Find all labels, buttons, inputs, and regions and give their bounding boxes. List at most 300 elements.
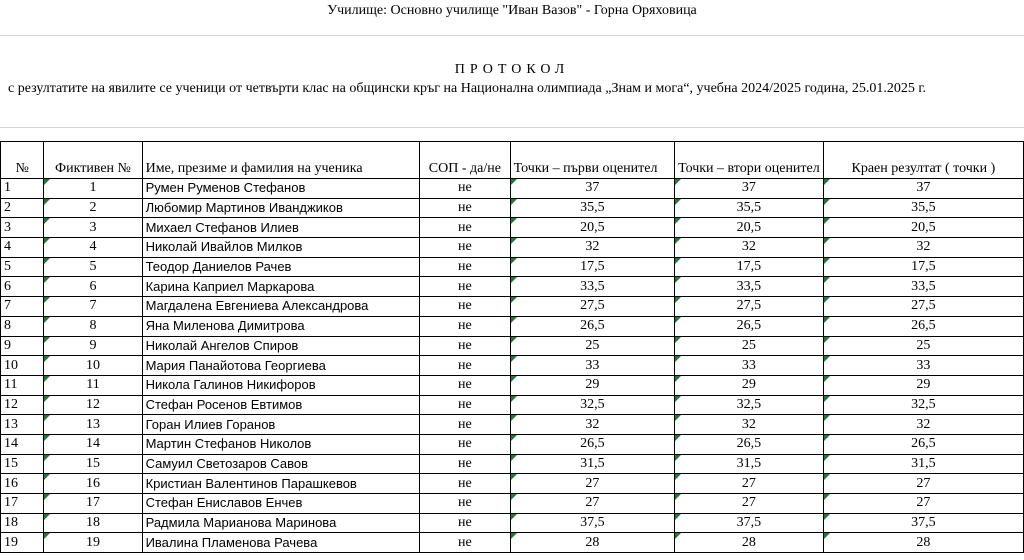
cell-final-result-text: 37,5 <box>911 515 936 531</box>
cell-points-first[interactable] <box>510 198 674 218</box>
cell-fictive-num-text: 12 <box>85 396 100 412</box>
cell-student-name[interactable] <box>142 513 419 533</box>
cell-fictive-num[interactable] <box>44 277 142 297</box>
cell-num[interactable] <box>1 415 44 435</box>
comment-indicator-icon <box>44 494 50 500</box>
cell-final-result[interactable] <box>823 395 1023 415</box>
header-fictive-num[interactable]: Фиктивен № <box>44 142 142 179</box>
cell-fictive-num[interactable] <box>44 533 142 553</box>
cell-final-result-text: 33,5 <box>911 278 936 294</box>
cell-sop-text: не <box>457 534 472 550</box>
cell-sop-text: не <box>457 475 472 491</box>
table-row[interactable] <box>1 474 1024 494</box>
cell-num[interactable] <box>1 198 44 218</box>
cell-final-result-text: 29 <box>916 377 931 393</box>
cell-student-name[interactable] <box>142 474 419 494</box>
cell-points-first[interactable] <box>510 494 674 514</box>
table-row[interactable] <box>1 533 1024 553</box>
cell-points-second[interactable] <box>675 316 824 336</box>
cell-student-name-text: Радмила Марианова Маринова <box>145 515 337 531</box>
cell-fictive-num[interactable] <box>44 415 142 435</box>
cell-points-second[interactable] <box>675 375 824 395</box>
cell-sop-text: не <box>457 180 472 196</box>
cell-sop[interactable] <box>420 297 511 317</box>
cell-points-second[interactable] <box>675 297 824 317</box>
table-row[interactable] <box>1 434 1024 454</box>
cell-student-name-text: Михаел Стефанов Илиев <box>145 219 299 235</box>
cell-final-result[interactable] <box>823 179 1023 199</box>
cell-final-result-text: 26,5 <box>911 436 936 452</box>
cell-student-name[interactable] <box>142 257 419 277</box>
cell-sop-text: не <box>457 259 472 275</box>
cell-num[interactable] <box>1 336 44 356</box>
cell-fictive-num[interactable] <box>44 434 142 454</box>
comment-indicator-icon <box>824 218 830 224</box>
cell-final-result-text: 27,5 <box>911 298 936 314</box>
cell-points-first-text: 35,5 <box>580 200 605 216</box>
cell-points-first[interactable] <box>510 257 674 277</box>
cell-points-first-text: 27 <box>585 475 600 491</box>
cell-points-first[interactable] <box>510 375 674 395</box>
comment-indicator-icon <box>824 533 830 539</box>
cell-points-second[interactable] <box>675 494 824 514</box>
cell-fictive-num[interactable] <box>44 454 142 474</box>
cell-num-text: 14 <box>4 436 18 452</box>
comment-indicator-icon <box>511 179 517 185</box>
cell-final-result[interactable] <box>823 513 1023 533</box>
table-row[interactable] <box>1 238 1024 258</box>
cell-sop[interactable] <box>420 218 511 238</box>
cell-points-second-text: 32,5 <box>736 396 762 412</box>
cell-student-name[interactable] <box>142 218 419 238</box>
cell-student-name[interactable] <box>142 198 419 218</box>
cell-final-result[interactable] <box>823 474 1023 494</box>
cell-fictive-num-text: 5 <box>89 259 97 275</box>
cell-points-first[interactable] <box>510 297 674 317</box>
cell-num[interactable] <box>1 297 44 317</box>
cell-sop-text: не <box>457 396 472 412</box>
cell-points-second[interactable] <box>675 513 824 533</box>
comment-indicator-icon <box>44 297 50 303</box>
cell-fictive-num[interactable] <box>44 474 142 494</box>
table-row[interactable] <box>1 415 1024 435</box>
comment-indicator-icon <box>511 337 517 343</box>
cell-points-first[interactable] <box>510 513 674 533</box>
cell-final-result[interactable] <box>823 198 1023 218</box>
cell-num-text: 6 <box>4 278 11 294</box>
cell-student-name-text: Ивалина Пламенова Рачева <box>145 534 318 550</box>
cell-points-second[interactable] <box>675 434 824 454</box>
cell-points-second[interactable] <box>675 415 824 435</box>
cell-points-second[interactable] <box>675 454 824 474</box>
cell-final-result[interactable] <box>823 238 1023 258</box>
cell-num[interactable] <box>1 356 44 376</box>
cell-fictive-num-text: 17 <box>85 495 100 511</box>
cell-points-first-text: 20,5 <box>580 219 605 235</box>
cell-student-name-text: Румен Руменов Стефанов <box>145 180 306 196</box>
cell-final-result-text: 32 <box>916 416 931 432</box>
cell-points-second[interactable] <box>675 179 824 199</box>
comment-indicator-icon <box>511 376 517 382</box>
comment-indicator-icon <box>511 297 517 303</box>
cell-final-result-text: 20,5 <box>911 219 936 235</box>
cell-points-first-text: 26,5 <box>580 318 605 334</box>
cell-points-first-text: 25 <box>585 337 600 353</box>
cell-num-text: 3 <box>4 219 11 235</box>
cell-final-result-text: 33 <box>916 357 931 373</box>
table-row[interactable] <box>1 356 1024 376</box>
comment-indicator-icon <box>824 277 830 283</box>
comment-indicator-icon <box>511 494 517 500</box>
cell-student-name-text: Карина Каприел Маркарова <box>145 278 315 294</box>
sheet-gridline <box>0 35 1024 36</box>
cell-final-result[interactable] <box>823 336 1023 356</box>
cell-points-second[interactable] <box>675 277 824 297</box>
cell-final-result-text: 27 <box>916 495 931 511</box>
comment-indicator-icon <box>675 199 681 205</box>
cell-student-name[interactable] <box>142 494 419 514</box>
comment-indicator-icon <box>675 514 681 520</box>
cell-sop-text: не <box>457 357 472 373</box>
comment-indicator-icon <box>824 396 830 402</box>
cell-final-result[interactable] <box>823 277 1023 297</box>
cell-fictive-num-text: 6 <box>89 278 97 294</box>
cell-points-first[interactable] <box>510 218 674 238</box>
cell-student-name[interactable] <box>142 179 419 199</box>
cell-fictive-num[interactable] <box>44 198 142 218</box>
cell-points-first-text: 29 <box>585 377 600 393</box>
cell-fictive-num[interactable] <box>44 375 142 395</box>
comment-indicator-icon <box>511 317 517 323</box>
comment-indicator-icon <box>824 356 830 362</box>
header-points-first-evaluator[interactable]: Точки – първи оценител <box>510 142 674 179</box>
comment-indicator-icon <box>675 455 681 461</box>
cell-points-first[interactable] <box>510 454 674 474</box>
cell-points-first[interactable] <box>510 474 674 494</box>
cell-fictive-num[interactable] <box>44 218 142 238</box>
comment-indicator-icon <box>511 396 517 402</box>
cell-student-name[interactable] <box>142 533 419 553</box>
comment-indicator-icon <box>511 238 517 244</box>
cell-sop-text: не <box>457 515 472 531</box>
cell-sop-text: не <box>457 219 472 235</box>
cell-points-first[interactable] <box>510 179 674 199</box>
cell-points-first[interactable] <box>510 356 674 376</box>
cell-points-first-text: 27,5 <box>580 298 605 314</box>
cell-sop-text: не <box>457 318 472 334</box>
cell-num[interactable] <box>1 375 44 395</box>
comment-indicator-icon <box>675 337 681 343</box>
cell-points-second-text: 17,5 <box>736 259 762 275</box>
cell-num-text: 4 <box>4 239 11 255</box>
cell-sop-text: не <box>457 436 472 452</box>
cell-points-second-text: 25 <box>741 337 756 353</box>
table-row[interactable] <box>1 375 1024 395</box>
comment-indicator-icon <box>44 179 50 185</box>
cell-sop[interactable] <box>420 434 511 454</box>
cell-student-name[interactable] <box>142 277 419 297</box>
cell-num[interactable] <box>1 454 44 474</box>
cell-sop[interactable] <box>420 375 511 395</box>
comment-indicator-icon <box>824 455 830 461</box>
comment-indicator-icon <box>44 474 50 480</box>
cell-sop[interactable] <box>420 238 511 258</box>
cell-points-second-text: 20,5 <box>736 219 762 235</box>
cell-num[interactable] <box>1 395 44 415</box>
table-row[interactable] <box>1 336 1024 356</box>
comment-indicator-icon <box>675 356 681 362</box>
cell-sop[interactable] <box>420 257 511 277</box>
cell-sop[interactable] <box>420 474 511 494</box>
table-row[interactable] <box>1 395 1024 415</box>
header-points-second-evaluator[interactable]: Точки – втори оценител <box>675 142 824 179</box>
cell-fictive-num[interactable] <box>44 494 142 514</box>
cell-points-first-text: 32,5 <box>580 396 605 412</box>
comment-indicator-icon <box>675 533 681 539</box>
cell-sop[interactable] <box>420 395 511 415</box>
cell-fictive-num[interactable] <box>44 356 142 376</box>
cell-points-first-text: 32 <box>585 239 600 255</box>
comment-indicator-icon <box>675 317 681 323</box>
cell-sop[interactable] <box>420 336 511 356</box>
cell-fictive-num-text: 9 <box>89 337 97 353</box>
cell-sop[interactable] <box>420 513 511 533</box>
cell-fictive-num-text: 14 <box>85 436 100 452</box>
comment-indicator-icon <box>675 415 681 421</box>
cell-sop[interactable] <box>420 198 511 218</box>
cell-final-result[interactable] <box>823 297 1023 317</box>
cell-points-first[interactable] <box>510 415 674 435</box>
comment-indicator-icon <box>824 494 830 500</box>
cell-sop[interactable] <box>420 356 511 376</box>
cell-num[interactable] <box>1 474 44 494</box>
cell-num[interactable] <box>1 494 44 514</box>
cell-points-first[interactable] <box>510 533 674 553</box>
comment-indicator-icon <box>824 415 830 421</box>
header-sop[interactable]: СОП - да/не <box>420 142 511 179</box>
cell-student-name[interactable] <box>142 454 419 474</box>
cell-points-first[interactable] <box>510 238 674 258</box>
cell-final-result-text: 25 <box>916 337 931 353</box>
comment-indicator-icon <box>824 258 830 264</box>
table-row[interactable] <box>1 179 1024 199</box>
cell-sop[interactable] <box>420 494 511 514</box>
header-num[interactable]: № <box>1 142 44 179</box>
cell-fictive-num-text: 13 <box>85 416 100 432</box>
cell-sop[interactable] <box>420 316 511 336</box>
cell-num[interactable] <box>1 238 44 258</box>
header-final-result[interactable]: Краен резултат ( точки ) <box>823 142 1023 179</box>
cell-fictive-num[interactable] <box>44 336 142 356</box>
cell-final-result[interactable] <box>823 375 1023 395</box>
cell-points-second-text: 35,5 <box>736 200 762 216</box>
cell-points-second[interactable] <box>675 533 824 553</box>
cell-points-first[interactable] <box>510 395 674 415</box>
comment-indicator-icon <box>511 415 517 421</box>
cell-num[interactable] <box>1 179 44 199</box>
cell-fictive-num[interactable] <box>44 513 142 533</box>
cell-points-second[interactable] <box>675 198 824 218</box>
school-line: Училище: Основно училище "Иван Вазов" - Горна Оряховица <box>327 3 697 18</box>
cell-final-result[interactable] <box>823 434 1023 454</box>
cell-points-first-text: 26,5 <box>580 436 605 452</box>
cell-num-text: 1 <box>4 180 11 196</box>
comment-indicator-icon <box>675 376 681 382</box>
cell-points-first[interactable] <box>510 316 674 336</box>
cell-points-second-text: 26,5 <box>736 318 762 334</box>
cell-fictive-num-text: 11 <box>86 377 100 393</box>
cell-points-second-text: 28 <box>741 534 756 550</box>
comment-indicator-icon <box>511 474 517 480</box>
cell-fictive-num-text: 16 <box>85 475 100 491</box>
cell-student-name[interactable] <box>142 316 419 336</box>
cell-student-name[interactable] <box>142 375 419 395</box>
cell-sop[interactable] <box>420 277 511 297</box>
cell-final-result-text: 32 <box>916 239 931 255</box>
cell-final-result-text: 26,5 <box>911 318 936 334</box>
cell-final-result-text: 28 <box>916 534 931 550</box>
cell-points-first-text: 37 <box>585 180 600 196</box>
cell-student-name[interactable] <box>142 336 419 356</box>
cell-fictive-num-text: 4 <box>89 239 97 255</box>
table-row[interactable] <box>1 316 1024 336</box>
cell-final-result-text: 27 <box>916 475 931 491</box>
cell-points-second-text: 27 <box>741 475 756 491</box>
protocol-subtitle: с резултатите на явилите се ученици от четвърти клас на общински кръг на Национална олимпиада „Знам и мога“, учебна 2024/2025 година, 25.01.2025 г. <box>8 81 926 96</box>
cell-final-result[interactable] <box>823 454 1023 474</box>
cell-final-result-text: 37 <box>916 180 931 196</box>
cell-student-name-text: Никола Галинов Никифоров <box>145 377 316 393</box>
cell-num[interactable] <box>1 257 44 277</box>
comment-indicator-icon <box>675 277 681 283</box>
comment-indicator-icon <box>675 435 681 441</box>
cell-points-second-text: 33 <box>741 357 756 373</box>
table-row[interactable] <box>1 218 1024 238</box>
cell-sop[interactable] <box>420 533 511 553</box>
cell-points-second[interactable] <box>675 356 824 376</box>
cell-points-first[interactable] <box>510 277 674 297</box>
table-row[interactable] <box>1 257 1024 277</box>
cell-points-first-text: 37,5 <box>580 515 605 531</box>
cell-student-name-text: Самуил Светозаров Савов <box>145 455 309 471</box>
cell-points-second-text: 32 <box>741 239 756 255</box>
cell-final-result[interactable] <box>823 257 1023 277</box>
cell-num[interactable] <box>1 434 44 454</box>
cell-points-second[interactable] <box>675 336 824 356</box>
cell-student-name[interactable] <box>142 395 419 415</box>
cell-points-first-text: 33 <box>585 357 600 373</box>
comment-indicator-icon <box>824 199 830 205</box>
table-row[interactable] <box>1 494 1024 514</box>
cell-points-second[interactable] <box>675 238 824 258</box>
cell-student-name[interactable] <box>142 434 419 454</box>
comment-indicator-icon <box>824 317 830 323</box>
sheet-gridline <box>0 127 1024 128</box>
cell-points-first[interactable] <box>510 336 674 356</box>
cell-sop-text: не <box>457 337 472 353</box>
cell-student-name[interactable] <box>142 238 419 258</box>
comment-indicator-icon <box>44 277 50 283</box>
cell-fictive-num-text: 19 <box>85 534 100 550</box>
cell-sop[interactable] <box>420 415 511 435</box>
comment-indicator-icon <box>44 356 50 362</box>
cell-num-text: 18 <box>4 515 18 531</box>
cell-student-name[interactable] <box>142 415 419 435</box>
cell-points-second[interactable] <box>675 218 824 238</box>
cell-num-text: 2 <box>4 200 11 216</box>
cell-points-first[interactable] <box>510 434 674 454</box>
comment-indicator-icon <box>511 533 517 539</box>
cell-num[interactable] <box>1 316 44 336</box>
cell-final-result[interactable] <box>823 415 1023 435</box>
comment-indicator-icon <box>44 337 50 343</box>
comment-indicator-icon <box>675 179 681 185</box>
cell-num-text: 17 <box>4 495 18 511</box>
cell-fictive-num-text: 7 <box>89 298 97 314</box>
cell-sop-text: не <box>457 495 472 511</box>
comment-indicator-icon <box>824 435 830 441</box>
cell-fictive-num[interactable] <box>44 257 142 277</box>
table-row[interactable] <box>1 198 1024 218</box>
comment-indicator-icon <box>511 514 517 520</box>
cell-final-result[interactable] <box>823 533 1023 553</box>
table-row[interactable] <box>1 513 1024 533</box>
cell-num-text: 11 <box>4 377 18 393</box>
cell-num[interactable] <box>1 533 44 553</box>
comment-indicator-icon <box>824 337 830 343</box>
comment-indicator-icon <box>44 258 50 264</box>
cell-final-result[interactable] <box>823 356 1023 376</box>
table-row[interactable] <box>1 297 1024 317</box>
comment-indicator-icon <box>511 258 517 264</box>
comment-indicator-icon <box>824 474 830 480</box>
comment-indicator-icon <box>511 356 517 362</box>
comment-indicator-icon <box>675 218 681 224</box>
comment-indicator-icon <box>824 376 830 382</box>
cell-fictive-num-text: 3 <box>89 219 97 235</box>
cell-points-second[interactable] <box>675 257 824 277</box>
cell-fictive-num[interactable] <box>44 316 142 336</box>
cell-num-text: 5 <box>4 259 11 275</box>
header-student-name[interactable]: Име, презиме и фамилия на ученика <box>142 142 419 179</box>
cell-fictive-num[interactable] <box>44 297 142 317</box>
comment-indicator-icon <box>44 199 50 205</box>
cell-num[interactable] <box>1 218 44 238</box>
cell-num-text: 9 <box>4 337 11 353</box>
cell-final-result[interactable] <box>823 218 1023 238</box>
cell-student-name-text: Мария Панайотова Георгиева <box>145 357 326 373</box>
cell-fictive-num[interactable] <box>44 238 142 258</box>
cell-final-result[interactable] <box>823 316 1023 336</box>
comment-indicator-icon <box>511 277 517 283</box>
cell-sop-text: не <box>457 455 472 471</box>
cell-final-result[interactable] <box>823 494 1023 514</box>
cell-fictive-num[interactable] <box>44 395 142 415</box>
cell-sop[interactable] <box>420 454 511 474</box>
cell-num[interactable] <box>1 277 44 297</box>
table-row[interactable] <box>1 454 1024 474</box>
cell-points-second[interactable] <box>675 395 824 415</box>
cell-points-second-text: 31,5 <box>736 455 762 471</box>
cell-num[interactable] <box>1 513 44 533</box>
cell-student-name[interactable] <box>142 297 419 317</box>
table-row[interactable] <box>1 277 1024 297</box>
cell-fictive-num[interactable] <box>44 179 142 199</box>
cell-points-second[interactable] <box>675 474 824 494</box>
cell-sop[interactable] <box>420 179 511 199</box>
cell-fictive-num-text: 15 <box>85 455 100 471</box>
cell-student-name[interactable] <box>142 356 419 376</box>
